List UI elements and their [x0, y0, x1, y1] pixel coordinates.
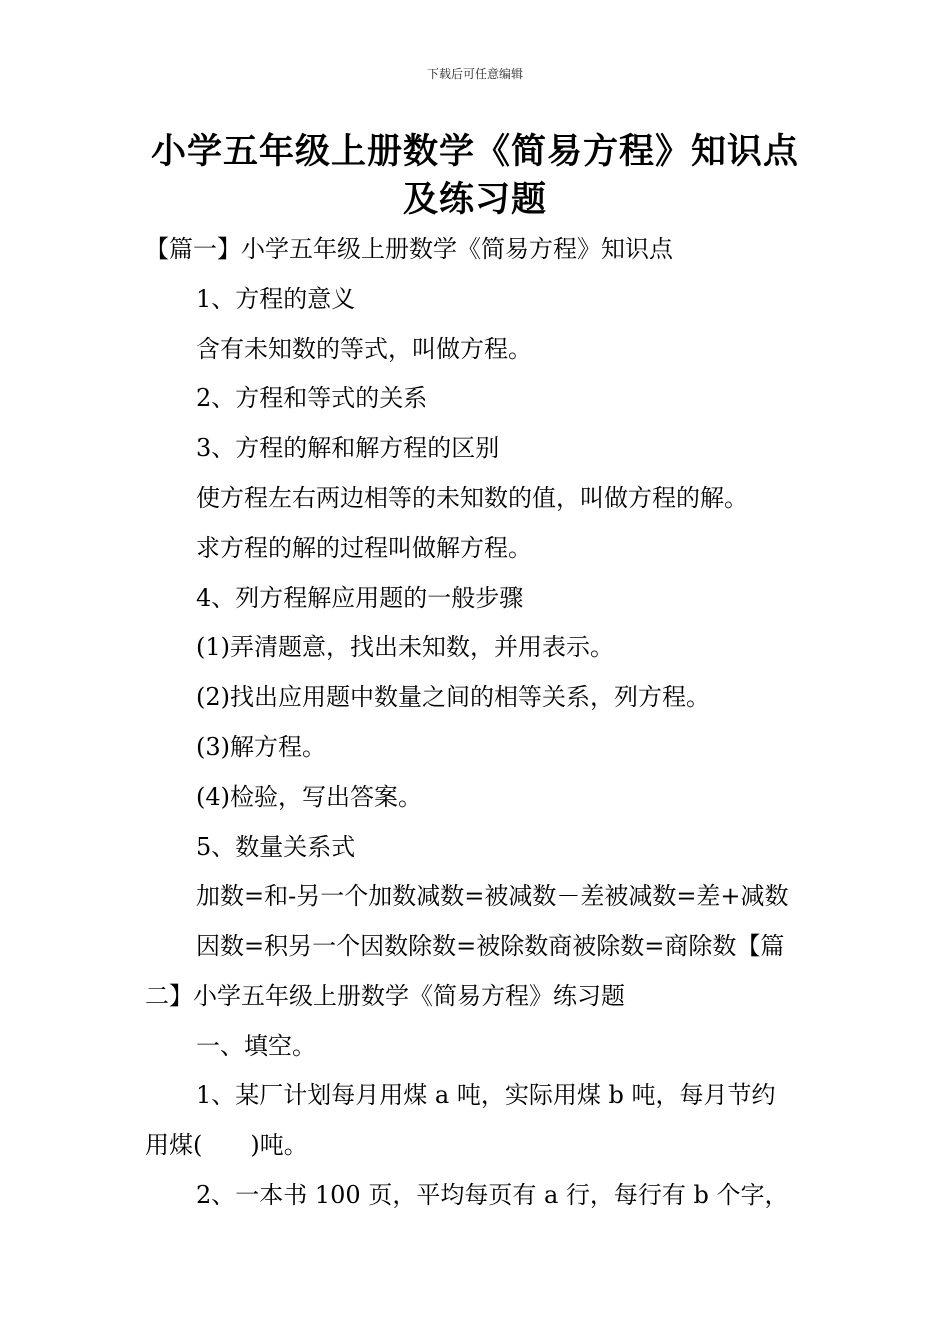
step-1: (1)弄清题意，找出未知数，并用表示。 — [196, 633, 614, 661]
question-1-line-1: 1、某厂计划每月用煤 a 吨，实际用煤 b 吨，每月节约 — [196, 1081, 776, 1109]
heading-fill-in-blank: 一、填空。 — [196, 1032, 316, 1060]
formula-line-2: 因数=积另一个因数除数=被除数商被除数=商除数【篇 — [196, 932, 785, 960]
heading-general-steps: 4、列方程解应用题的一般步骤 — [196, 584, 524, 612]
paragraph-definition: 含有未知数的等式，叫做方程。 — [196, 335, 532, 363]
title-line-1: 小学五年级上册数学《简易方程》知识点 — [150, 132, 799, 172]
title-line-2: 及练习题 — [402, 180, 547, 220]
heading-solution-difference: 3、方程的解和解方程的区别 — [196, 434, 500, 462]
question-2-line-1: 2、一本书 100 页，平均每页有 a 行，每行有 b 个字， — [196, 1181, 789, 1209]
heading-meaning-of-equation: 1、方程的意义 — [196, 285, 356, 313]
section-heading-part-two: 二】小学五年级上册数学《简易方程》练习题 — [145, 982, 625, 1010]
document-title — [120, 128, 830, 224]
paragraph-solving-definition: 求方程的解的过程叫做解方程。 — [196, 534, 532, 562]
header-note: 下载后可任意编辑 — [426, 67, 523, 81]
step-3: (3)解方程。 — [196, 733, 326, 761]
question-1-line-2: 用煤( )吨。 — [145, 1131, 308, 1159]
paragraph-solution-definition: 使方程左右两边相等的未知数的值，叫做方程的解。 — [196, 484, 748, 512]
section-heading-part-one: 【篇一】小学五年级上册数学《简易方程》知识点 — [145, 235, 673, 263]
heading-quantity-relations: 5、数量关系式 — [196, 833, 356, 861]
formula-line-1: 加数=和-另一个加数减数=被减数－差被减数=差+减数 — [196, 882, 789, 910]
step-4: (4)检验，写出答案。 — [196, 783, 422, 811]
step-2: (2)找出应用题中数量之间的相等关系，列方程。 — [196, 683, 710, 711]
heading-relationship: 2、方程和等式的关系 — [196, 384, 428, 412]
